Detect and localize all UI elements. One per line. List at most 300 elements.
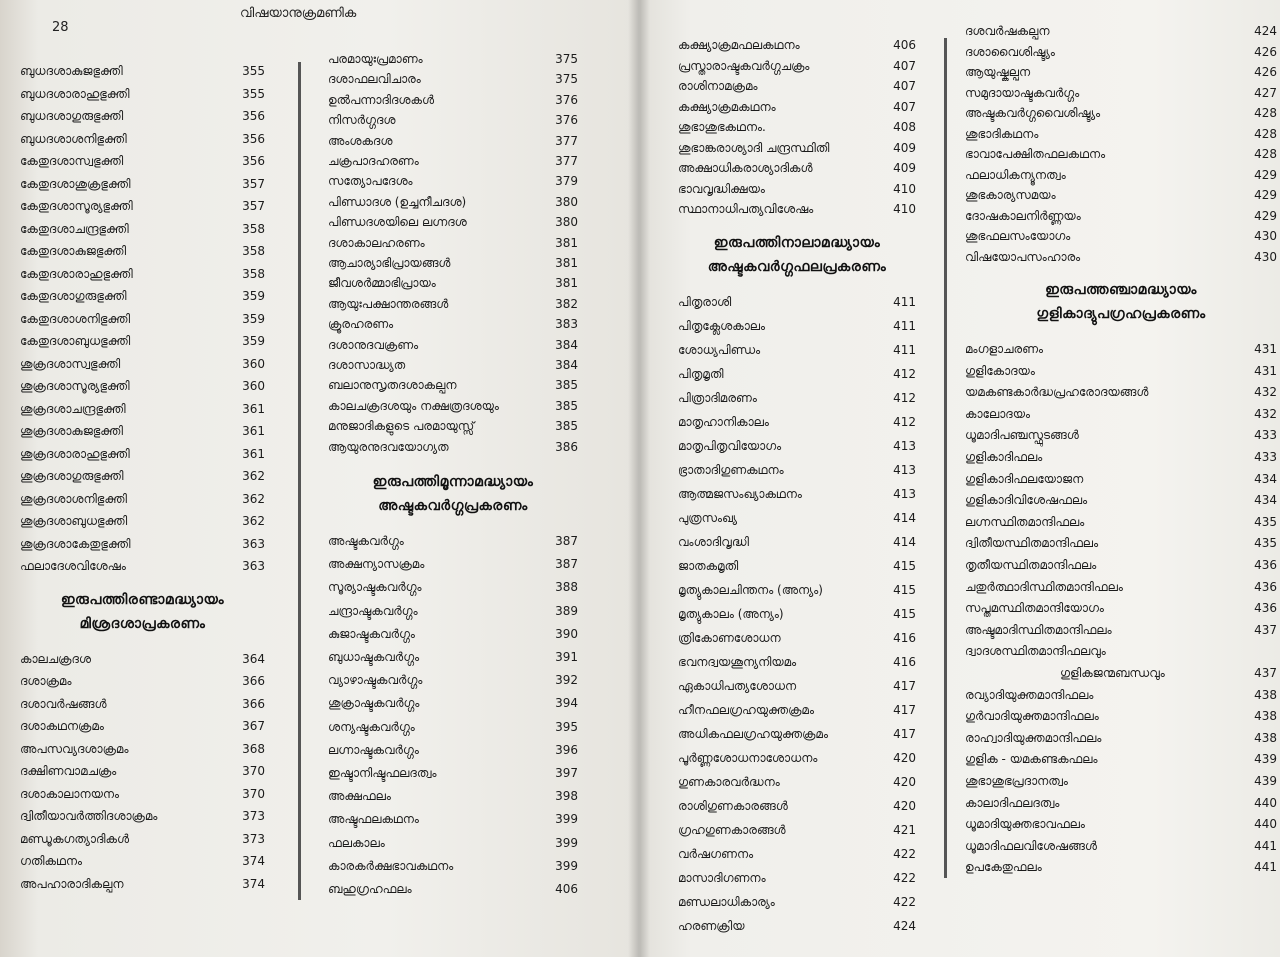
toc-entry xyxy=(20,289,265,309)
entry-page: 409 xyxy=(893,140,916,155)
toc-entry xyxy=(20,877,265,897)
entry-title: മാസാദിഗണനം xyxy=(678,870,766,885)
entry-title: ദശാനുദവക്രണം xyxy=(328,337,419,352)
entry-page: 363 xyxy=(242,536,265,551)
entry-page: 381 xyxy=(555,276,578,291)
entry-title: മാതൃപിതൃവിയോഗം xyxy=(678,438,782,453)
chapter-number-heading: ഇരുപത്തിരണ്ടാമദ്ധ്യായം xyxy=(60,591,225,608)
toc-entry xyxy=(20,199,265,219)
entry-title: കാലചക്രദശ xyxy=(20,651,92,666)
entry-page: 413 xyxy=(893,486,916,501)
entry-page: 424 xyxy=(893,918,916,933)
toc-entry xyxy=(678,319,916,339)
entry-title: കാലചക്രദശയും നക്ഷത്രദശയും xyxy=(328,398,499,413)
entry-page: 399 xyxy=(555,812,578,827)
entry-title: ബുധദശാരാഹുഭുക്തി xyxy=(20,86,130,101)
entry-page: 437 xyxy=(1254,666,1277,680)
entry-page: 428 xyxy=(1254,147,1277,161)
entry-title: ഇഷ്ടാനിഷ്ടഫലദത്വം xyxy=(328,766,437,780)
entry-page: 435 xyxy=(1254,536,1277,551)
toc-entry xyxy=(20,267,265,287)
toc-entry xyxy=(678,679,916,699)
toc-entry xyxy=(328,297,578,317)
toc-entry xyxy=(965,623,1277,643)
entry-page: 420 xyxy=(893,750,916,765)
entry-page: 383 xyxy=(555,317,578,332)
entry-title: ഗതികഥനം xyxy=(20,854,82,868)
toc-entry xyxy=(678,799,916,819)
entry-title: രവ്യാദിയുക്തമാന്ദിഫലം xyxy=(965,687,1094,702)
toc-entry xyxy=(678,655,916,675)
entry-page: 422 xyxy=(893,846,916,861)
entry-title: ആയുഷ്കല്പന xyxy=(965,65,1031,79)
toc-entry xyxy=(965,752,1277,772)
entry-page: 391 xyxy=(555,650,578,664)
entry-page: 359 xyxy=(242,334,265,348)
entry-page: 357 xyxy=(242,176,265,191)
entry-title: ധൂമാദിഫലവിശേഷങ്ങൾ xyxy=(965,838,1097,853)
entry-page: 399 xyxy=(555,858,578,873)
entry-title: സത്യോപദേശം xyxy=(328,174,413,189)
entry-title: പിണ്ഡദശയിലെ ലഗ്നദശ xyxy=(328,215,467,230)
entry-title: ഗുളികജന്മബന്ധവും xyxy=(1060,666,1165,680)
entry-page: 411 xyxy=(893,294,916,309)
entry-page: 373 xyxy=(242,831,265,846)
entry-title: ഉപകേതുഫലം xyxy=(965,860,1042,875)
entry-title: ശുക്രദശാരാഹുഭുക്തി xyxy=(20,446,130,461)
entry-title: ശോധ്യപിണ്ഡം xyxy=(678,342,761,357)
toc-entry xyxy=(678,703,916,723)
entry-page: 433 xyxy=(1254,428,1277,443)
entry-title: മനുജാദികളുടെ പരമായുസ്സ് xyxy=(328,419,475,434)
entry-page: 358 xyxy=(242,244,265,258)
entry-page: 389 xyxy=(555,603,578,618)
toc-entry xyxy=(328,93,578,113)
chapter-title-heading: മിശ്രദശാപ്രകരണം xyxy=(79,615,206,632)
entry-page: 386 xyxy=(555,439,578,454)
entry-page: 361 xyxy=(242,401,265,416)
entry-page: 434 xyxy=(1254,493,1277,508)
entry-page: 414 xyxy=(893,510,916,525)
entry-title: ഹീനഫലഗ്രഹയുക്തക്രമം xyxy=(678,702,814,717)
entry-page: 379 xyxy=(555,174,578,189)
toc-entry xyxy=(965,147,1277,167)
toc-entry xyxy=(678,871,916,891)
entry-title: ദ്വിതീയസ്ഥിതമാന്ദിഫലം xyxy=(965,536,1099,551)
entry-title: അഷ്ടകവർഗ്ഗവൈശിഷ്ട്യം xyxy=(965,106,1101,120)
entry-page: 384 xyxy=(555,358,578,372)
entry-title: പുത്രസംഖ്യ xyxy=(678,510,737,525)
entry-page: 441 xyxy=(1254,838,1277,853)
entry-title: പിതൃമൃതി xyxy=(678,366,724,381)
entry-title: ആത്മജസംഖ്യാകഥനം xyxy=(678,486,802,501)
entry-page: 366 xyxy=(242,696,265,711)
entry-title: ശുക്രദശാഗുരുഭുക്തി xyxy=(20,469,124,483)
entry-title: രാശിഗുണകാരങ്ങൾ xyxy=(678,798,788,813)
entry-title: ആചാര്യാഭിപ്രായങ്ങൾ xyxy=(328,256,451,270)
entry-page: 396 xyxy=(555,742,578,757)
entry-title: ശുഭാശുഭകഥനം. xyxy=(678,120,766,134)
entry-title: കേതുദശാബുധഭുക്തി xyxy=(20,334,131,348)
toc-entry xyxy=(328,743,578,763)
toc-entry xyxy=(328,338,578,358)
chapter-number-heading: ഇരുപത്തിനാലാമദ്ധ്യായം xyxy=(713,234,881,251)
entry-page: 429 xyxy=(1254,167,1277,182)
toc-entry xyxy=(328,419,578,439)
entry-page: 434 xyxy=(1254,471,1277,486)
entry-title: ജീവശർമ്മാഭിപ്രായം xyxy=(328,276,436,291)
entry-page: 426 xyxy=(1254,65,1277,79)
entry-page: 436 xyxy=(1254,558,1277,572)
toc-entry xyxy=(20,742,265,762)
toc-entry xyxy=(20,832,265,852)
entry-page: 377 xyxy=(555,154,578,168)
page-number: 28 xyxy=(52,20,69,35)
entry-title: ദശാവർഷങ്ങൾ xyxy=(20,696,107,711)
entry-title: തൃതീയസ്ഥിതമാന്ദിഫലം xyxy=(965,558,1097,572)
toc-entry xyxy=(678,391,916,411)
toc-entry xyxy=(678,583,916,603)
toc-entry xyxy=(328,766,578,786)
entry-page: 428 xyxy=(1254,106,1277,120)
toc-entry xyxy=(20,357,265,377)
entry-title: ഭാവവൃദ്ധിക്ഷയം xyxy=(678,181,765,196)
entry-title: സപ്തമസ്ഥിതമാന്ദിയോഗം xyxy=(965,601,1104,616)
entry-title: ത്രികോണശോധന xyxy=(678,630,781,645)
entry-title: ചന്ദ്രാഷ്ടകവർഗ്ഗം xyxy=(328,603,418,618)
entry-page: 359 xyxy=(242,311,265,326)
entry-page: 387 xyxy=(555,557,578,572)
entry-page: 412 xyxy=(893,414,916,429)
toc-entry xyxy=(328,399,578,419)
toc-entry xyxy=(965,472,1277,492)
entry-title: ബുധദശാശനിഭുക്തി xyxy=(20,131,127,146)
toc-entry xyxy=(20,809,265,829)
toc-entry xyxy=(678,847,916,867)
entry-page: 440 xyxy=(1254,795,1277,810)
toc-entry xyxy=(965,774,1277,794)
entry-page: 416 xyxy=(893,654,916,669)
entry-page: 412 xyxy=(893,366,916,381)
entry-page: 416 xyxy=(893,630,916,645)
toc-entry xyxy=(678,141,916,161)
entry-page: 382 xyxy=(555,296,578,311)
entry-title: കേതുദശാഗുരുഭുക്തി xyxy=(20,289,127,303)
entry-title: ഫലാദേശവിശേഷം xyxy=(20,559,126,573)
toc-entry xyxy=(678,823,916,843)
entry-page: 436 xyxy=(1254,579,1277,594)
entry-page: 358 xyxy=(242,266,265,281)
entry-page: 375 xyxy=(555,72,578,87)
toc-entry xyxy=(20,312,265,332)
entry-page: 441 xyxy=(1254,860,1277,875)
entry-title: ബലാനുസൃതദശാകല്പന xyxy=(328,378,457,393)
entry-page: 415 xyxy=(893,582,916,597)
entry-page: 363 xyxy=(242,559,265,573)
toc-entry xyxy=(678,919,916,939)
entry-title: മംഗളാചരണം xyxy=(965,342,1044,356)
running-head: വിഷയാനുക്രമണിക xyxy=(240,6,357,21)
toc-entry xyxy=(965,342,1277,362)
toc-entry xyxy=(965,364,1277,384)
entry-title: കേതുദശാശനിഭുക്തി xyxy=(20,311,131,326)
toc-entry xyxy=(328,859,578,879)
entry-page: 366 xyxy=(242,674,265,688)
toc-entry xyxy=(20,154,265,174)
entry-page: 422 xyxy=(893,894,916,909)
toc-entry xyxy=(678,161,916,181)
entry-page: 390 xyxy=(555,626,578,641)
toc-entry xyxy=(328,604,578,624)
entry-page: 438 xyxy=(1254,730,1277,745)
toc-entry xyxy=(965,601,1277,621)
entry-page: 422 xyxy=(893,870,916,885)
entry-title: മണ്ഡൂകഗത്യാദികൾ xyxy=(20,831,130,846)
entry-page: 406 xyxy=(893,38,916,52)
entry-title: ബുധാഷ്ടകവർഗ്ഗം xyxy=(328,650,420,664)
toc-entry xyxy=(20,764,265,784)
entry-page: 381 xyxy=(555,256,578,270)
entry-title: ബുധദശാകുജഭുക്തി xyxy=(20,64,123,78)
entry-page: 376 xyxy=(555,113,578,128)
entry-title: നിസർഗ്ഗദശ xyxy=(328,113,396,128)
entry-page: 361 xyxy=(242,424,265,438)
entry-page: 407 xyxy=(893,99,916,114)
toc-entry xyxy=(965,536,1277,556)
entry-page: 407 xyxy=(893,58,916,73)
toc-entry xyxy=(328,557,578,577)
entry-page: 429 xyxy=(1254,208,1277,223)
entry-title: പ്രസ്താരാഷ്ടകവർഗ്ഗചക്രം xyxy=(678,58,810,73)
toc-entry xyxy=(678,487,916,507)
toc-entry xyxy=(965,428,1277,448)
entry-page: 428 xyxy=(1254,126,1277,141)
toc-entry xyxy=(678,895,916,915)
entry-page: 427 xyxy=(1254,85,1277,100)
entry-page: 415 xyxy=(893,558,916,573)
toc-entry xyxy=(965,644,1277,664)
toc-entry xyxy=(328,195,578,215)
column-divider-left xyxy=(298,62,301,900)
toc-entry xyxy=(20,537,265,557)
entry-page: 406 xyxy=(555,882,578,896)
entry-title: ഏകാധിപത്യശോധന xyxy=(678,678,797,693)
toc-entry xyxy=(328,650,578,670)
entry-title: കക്ഷ്യാക്രമഫലകഥനം xyxy=(678,38,800,52)
entry-page: 360 xyxy=(242,356,265,371)
entry-title: അഷ്ടകവർഗ്ഗം xyxy=(328,534,404,548)
entry-title: കേതുദശാകുജഭുക്തി xyxy=(20,244,127,258)
entry-page: 376 xyxy=(555,92,578,107)
toc-entry xyxy=(20,652,265,672)
entry-title: ഭവനദ്വയശൂന്യനിയമം xyxy=(678,654,797,669)
chapter-number-heading: ഇരുപത്തിമൂന്നാമദ്ധ്യായം xyxy=(372,474,534,490)
toc-entry xyxy=(328,836,578,856)
entry-title: കാരകർക്ഷഭാവകഥനം xyxy=(328,858,454,873)
entry-page: 380 xyxy=(555,194,578,209)
toc-entry xyxy=(328,154,578,174)
toc-entry xyxy=(20,559,265,579)
toc-entry xyxy=(678,182,916,202)
toc-entry xyxy=(20,787,265,807)
toc-entry xyxy=(965,666,1277,686)
entry-page: 410 xyxy=(893,202,916,216)
toc-entry xyxy=(678,559,916,579)
entry-title: കേതുദശാസൂര്യഭുക്തി xyxy=(20,199,133,213)
toc-entry xyxy=(20,469,265,489)
entry-page: 415 xyxy=(893,606,916,621)
entry-page: 355 xyxy=(242,86,265,101)
entry-title: സമുദായാഷ്ടകവർഗ്ഗം xyxy=(965,85,1080,100)
toc-entry xyxy=(328,113,578,133)
entry-title: ശുക്രദശാകേതുഭുക്തി xyxy=(20,536,131,551)
toc-entry xyxy=(678,79,916,99)
toc-entry xyxy=(678,607,916,627)
entry-title: ഫലകാലം xyxy=(328,835,385,850)
entry-title: ദശാവൈശിഷ്ട്യം xyxy=(965,44,1055,59)
entry-page: 373 xyxy=(242,809,265,823)
entry-page: 355 xyxy=(242,64,265,78)
entry-title: വിഷയോപസംഹാരം xyxy=(965,249,1081,264)
toc-entry xyxy=(678,120,916,140)
entry-page: 375 xyxy=(555,52,578,66)
entry-title: ഭാവാപേക്ഷിതഫലകഥനം xyxy=(965,147,1106,161)
entry-page: 362 xyxy=(242,491,265,506)
toc-entry xyxy=(678,463,916,483)
entry-title: ഉൽപന്നാദിദശകൾ xyxy=(328,92,435,107)
entry-title: ഭ്രാതാദിഗുണകഥനം xyxy=(678,462,784,477)
toc-entry xyxy=(328,534,578,554)
entry-title: അക്ഷഫലം xyxy=(328,789,391,804)
toc-entry xyxy=(965,106,1277,126)
entry-page: 360 xyxy=(242,379,265,393)
toc-entry xyxy=(20,447,265,467)
entry-title: ശുക്രദശാബുധഭുക്തി xyxy=(20,514,128,528)
entry-title: വംശാദിവൃദ്ധി xyxy=(678,534,750,549)
entry-title: അഷ്ടമാദിസ്ഥിതമാന്ദിഫലം xyxy=(965,622,1112,637)
toc-entry xyxy=(20,402,265,422)
entry-page: 413 xyxy=(893,462,916,477)
entry-title: ശുഭകാര്യസമയം xyxy=(965,188,1056,202)
entry-page: 431 xyxy=(1254,342,1277,356)
entry-page: 364 xyxy=(242,651,265,666)
entry-title: മണ്ഡലാധികാര്യം xyxy=(678,894,775,909)
entry-page: 377 xyxy=(555,133,578,148)
entry-page: 411 xyxy=(893,318,916,333)
toc-entry xyxy=(678,100,916,120)
entry-page: 356 xyxy=(242,131,265,146)
toc-entry xyxy=(965,188,1277,208)
entry-title: ശുക്രദശാകുജഭുക്തി xyxy=(20,424,123,438)
entry-title: ദോഷകാലനിർണ്ണയം xyxy=(965,208,1081,223)
entry-page: 358 xyxy=(242,221,265,236)
column-divider-right xyxy=(944,38,947,878)
entry-title: ദശാകഥനക്രമം xyxy=(20,719,104,733)
entry-page: 437 xyxy=(1254,622,1277,637)
entry-title: ദശാക്രമം xyxy=(20,674,72,688)
entry-page: 357 xyxy=(242,199,265,213)
entry-title: ഗുളികാദിഫലയോജന xyxy=(965,471,1084,486)
book-gutter xyxy=(628,0,650,957)
entry-title: ആയുഃപക്ഷാന്തരങ്ങൾ xyxy=(328,296,449,311)
entry-page: 394 xyxy=(555,696,578,711)
toc-entry xyxy=(678,367,916,387)
entry-title: സ്ഥാനാധിപത്യവിശേഷം xyxy=(678,202,814,216)
toc-entry xyxy=(965,580,1277,600)
entry-title: സൂര്യാഷ്ടകവർഗ്ഗം xyxy=(328,580,422,595)
entry-page: 362 xyxy=(242,514,265,528)
entry-page: 387 xyxy=(555,534,578,548)
entry-page: 397 xyxy=(555,766,578,780)
toc-entry xyxy=(678,631,916,651)
toc-entry xyxy=(20,132,265,152)
chapter-title-heading: ഗുളികാദ്യുപഗ്രഹപ്രകരണം xyxy=(1036,306,1206,322)
entry-title: ബഹുഗ്രഹഫലം xyxy=(328,882,412,896)
entry-page: 421 xyxy=(893,822,916,837)
toc-entry xyxy=(20,222,265,242)
toc-entry xyxy=(965,731,1277,751)
entry-title: പൂർണ്ണശോധനാശോധനം xyxy=(678,750,818,765)
toc-entry xyxy=(965,209,1277,229)
toc-entry xyxy=(328,236,578,256)
toc-entry xyxy=(328,72,578,92)
toc-entry xyxy=(20,334,265,354)
entry-page: 439 xyxy=(1254,752,1277,767)
entry-page: 429 xyxy=(1254,188,1277,202)
toc-entry xyxy=(328,812,578,832)
entry-title: ശുഭാദികഥനം xyxy=(965,126,1039,141)
entry-page: 435 xyxy=(1254,514,1277,529)
toc-entry xyxy=(965,558,1277,578)
entry-title: കാലോദയം xyxy=(965,406,1030,421)
toc-entry xyxy=(965,493,1277,513)
toc-entry xyxy=(965,688,1277,708)
toc-entry xyxy=(678,38,916,58)
entry-title: അംശകദശ xyxy=(328,133,393,148)
entry-page: 432 xyxy=(1254,406,1277,421)
entry-page: 362 xyxy=(242,469,265,483)
entry-title: ധൂമാദിപഞ്ചസ്ഫുടങ്ങൾ xyxy=(965,428,1079,443)
entry-title: ശുക്രദശാസ്വഭുക്തി xyxy=(20,356,121,371)
entry-title: ദശാഫലവിചാരം xyxy=(328,72,421,87)
toc-entry xyxy=(965,86,1277,106)
entry-page: 356 xyxy=(242,154,265,168)
entry-page: 431 xyxy=(1254,363,1277,378)
toc-entry xyxy=(328,580,578,600)
entry-page: 408 xyxy=(893,120,916,134)
entry-page: 412 xyxy=(893,390,916,405)
entry-page: 407 xyxy=(893,79,916,93)
entry-page: 398 xyxy=(555,789,578,804)
toc-entry xyxy=(20,87,265,107)
entry-title: ദശവർഷകല്പന xyxy=(965,24,1050,38)
entry-page: 417 xyxy=(893,726,916,741)
entry-page: 432 xyxy=(1254,385,1277,400)
entry-title: ശുക്രദശാസൂര്യഭുക്തി xyxy=(20,379,130,393)
toc-entry xyxy=(965,385,1277,405)
entry-title: പരമായുഃപ്രമാണം xyxy=(328,52,423,66)
entry-title: ദശാസാദ്ധ്യത xyxy=(328,358,406,372)
toc-entry xyxy=(328,789,578,809)
entry-title: മാതൃഹാനികാലം xyxy=(678,414,769,429)
entry-page: 385 xyxy=(555,419,578,434)
entry-title: ലഗ്നസ്ഥിതമാന്ദിഫലം xyxy=(965,514,1085,529)
toc-entry xyxy=(965,24,1277,44)
toc-entry xyxy=(20,379,265,399)
entry-title: ശുഭഫലസംയോഗം xyxy=(965,229,1071,243)
toc-entry xyxy=(20,514,265,534)
toc-entry xyxy=(678,59,916,79)
